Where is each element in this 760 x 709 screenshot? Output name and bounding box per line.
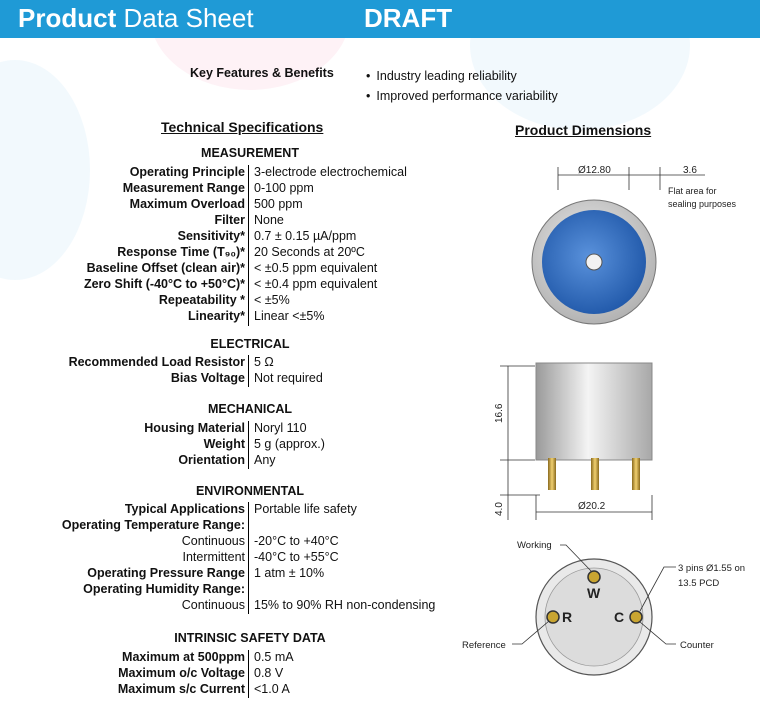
side-view	[494, 363, 652, 520]
technical-specifications-heading: Technical Specifications	[161, 119, 324, 135]
spec-label: Weight	[203, 437, 245, 451]
spec-value: 0.5 mA	[254, 650, 294, 664]
spec-value: < ±0.5 ppm equivalent	[254, 261, 378, 275]
spec-label: Operating Humidity Range:	[83, 582, 245, 596]
spec-label: Intermittent	[182, 550, 245, 564]
page-title: Product Data Sheet	[18, 3, 254, 33]
spec-label: Maximum Overload	[129, 197, 245, 211]
spec-value: Linear <±5%	[254, 309, 325, 323]
spec-value: Portable life safety	[254, 502, 357, 516]
spec-label: Continuous	[181, 598, 245, 612]
spec-label: Sensitivity*	[177, 229, 245, 243]
spec-label: Baseline Offset (clean air)*	[86, 261, 245, 275]
spec-value: 20 Seconds at 20ºC	[254, 245, 365, 259]
sensor-pin	[632, 458, 640, 490]
key-features-list	[366, 66, 558, 106]
key-feature-item: • Industry leading reliability	[366, 66, 558, 86]
spec-label: Recommended Load Resistor	[68, 355, 245, 369]
spec-label: Maximum at 500ppm	[122, 650, 245, 664]
spec-value: 5 g (approx.)	[254, 437, 325, 451]
pin-r-label: R	[562, 609, 573, 625]
measurement-heading: MEASUREMENT	[201, 146, 299, 160]
page-header	[0, 0, 760, 38]
spec-value: 0.8 V	[254, 666, 284, 680]
diameter-side-label: Ø20.2	[578, 501, 606, 512]
pin-c-label: C	[614, 609, 625, 625]
spec-value: 0.7 ± 0.15 µA/ppm	[254, 229, 357, 243]
spec-value: Noryl 110	[254, 421, 307, 435]
sensor-centre-hole	[586, 254, 602, 270]
flat-note-line1: Flat area for	[668, 186, 717, 196]
spec-label: Housing Material	[144, 421, 245, 435]
spec-value: <1.0 A	[254, 682, 290, 696]
spec-value: -40°C to +55°C	[254, 550, 339, 564]
spec-label: Response Time (T₉₀)*	[117, 245, 245, 259]
key-feature-item: • Improved performance variability	[366, 86, 558, 106]
spec-label: Maximum s/c Current	[117, 682, 245, 696]
spec-label: Bias Voltage	[170, 371, 245, 385]
spec-value: -20°C to +40°C	[254, 534, 339, 548]
spec-value: Not required	[254, 371, 323, 385]
spec-label: Typical Applications	[124, 502, 245, 516]
product-dimensions-heading: Product Dimensions	[515, 122, 652, 138]
flat-note-line2: sealing purposes	[668, 199, 737, 209]
draft-label: DRAFT	[364, 3, 453, 33]
mechanical-heading: MECHANICAL	[207, 402, 293, 416]
spec-value: None	[254, 213, 284, 227]
spec-label: Repeatability *	[158, 293, 245, 307]
spec-value: 500 ppm	[254, 197, 303, 211]
spec-label: Orientation	[178, 453, 245, 467]
electrical-heading: ELECTRICAL	[210, 337, 290, 351]
spec-label: Continuous	[181, 534, 245, 548]
spec-label: Operating Pressure Range	[87, 566, 245, 580]
bottom-view	[462, 540, 745, 675]
top-view	[532, 165, 737, 324]
spec-label: Operating Principle	[129, 165, 245, 179]
spec-value: 3-electrode electrochemical	[254, 165, 407, 179]
spec-value: < ±5%	[254, 293, 290, 307]
spec-label: Linearity*	[188, 309, 245, 323]
flat-width-label: 3.6	[683, 165, 697, 176]
spec-value: < ±0.4 ppm equivalent	[254, 277, 378, 291]
spec-label: Maximum o/c Voltage	[118, 666, 245, 680]
counter-pin	[630, 611, 642, 623]
diameter-top-label: Ø12.80	[578, 165, 611, 176]
pins-note-line2: 13.5 PCD	[678, 578, 720, 589]
working-pin	[588, 571, 600, 583]
sensor-pin	[591, 458, 599, 490]
key-features-label: Key Features & Benefits	[190, 66, 334, 80]
working-label: Working	[517, 540, 552, 551]
pins-note-line1: 3 pins Ø1.55 on	[678, 563, 746, 574]
environmental-heading: ENVIRONMENTAL	[195, 484, 305, 498]
spec-value: 1 atm ± 10%	[254, 566, 325, 580]
sensor-side-body	[536, 363, 652, 460]
intrinsic-safety-heading: INTRINSIC SAFETY DATA	[174, 631, 326, 645]
product-dimensions-diagram	[440, 150, 760, 700]
height-label: 16.6	[494, 403, 505, 423]
counter-label: Counter	[680, 640, 714, 651]
spec-label: Filter	[214, 213, 245, 227]
spec-label: Zero Shift (-40°C to +50°C)*	[83, 277, 245, 291]
pin-length-label: 4.0	[494, 502, 505, 516]
spec-label: Operating Temperature Range:	[61, 518, 245, 532]
spec-value: 5 Ω	[254, 355, 274, 369]
spec-value: Any	[254, 453, 276, 467]
sensor-pin	[548, 458, 556, 490]
pin-w-label: W	[587, 585, 601, 601]
spec-value: 0-100 ppm	[254, 181, 314, 195]
reference-label: Reference	[462, 640, 506, 651]
spec-label: Measurement Range	[122, 181, 245, 195]
spec-value: 15% to 90% RH non-condensing	[254, 598, 436, 612]
